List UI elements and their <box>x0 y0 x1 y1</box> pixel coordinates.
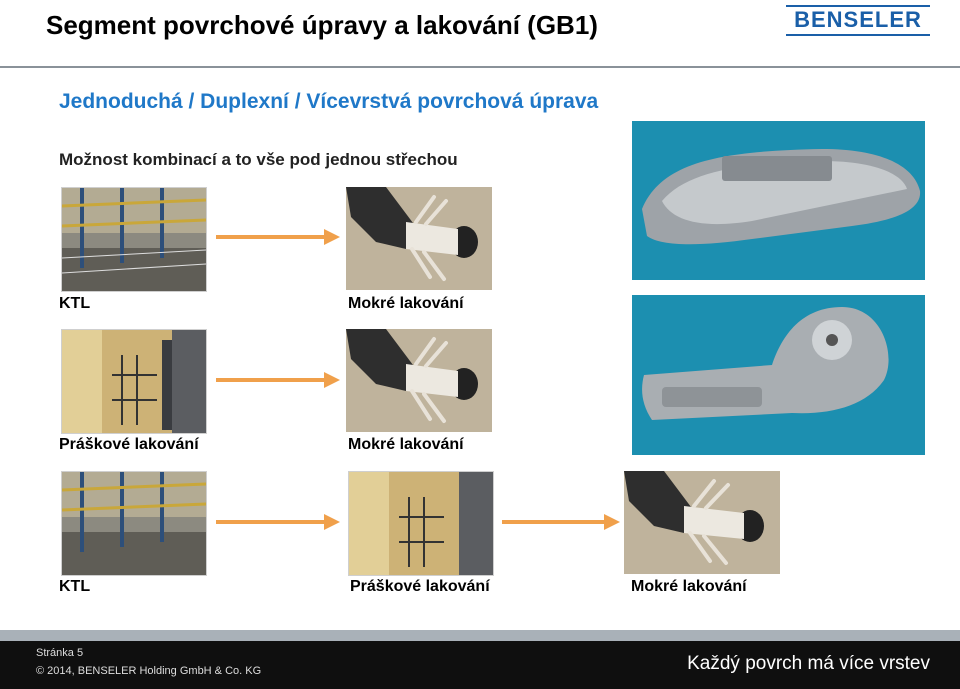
arrow-right-icon <box>502 513 620 531</box>
row3-label-1: KTL <box>59 578 91 595</box>
slide-subtitle: Jednoduchá / Duplexní / Vícevrstvá povrchová úprava <box>59 90 599 113</box>
powder-coating-photo <box>61 329 207 434</box>
wet-paint-photo <box>346 329 492 432</box>
row2-from-label: Práškové lakování <box>59 436 199 453</box>
powder-coating-photo <box>348 471 494 576</box>
row1-from-label: KTL <box>59 295 91 312</box>
row3-label-2: Práškové lakování <box>350 578 490 595</box>
ktl-photo <box>61 471 207 576</box>
wet-paint-photo <box>624 471 780 574</box>
row3-label-3: Mokré lakování <box>631 578 747 595</box>
car-part-hood-photo <box>632 121 925 280</box>
copyright: © 2014, BENSELER Holding GmbH & Co. KG <box>36 665 262 677</box>
car-part-bracket-photo <box>632 295 925 455</box>
logo-text: BENSELER <box>794 7 922 32</box>
row1-to-label: Mokré lakování <box>348 295 464 312</box>
ktl-photo <box>61 187 207 292</box>
slide-statement: Možnost kombinací a to vše pod jednou střechou <box>59 150 458 169</box>
arrow-right-icon <box>216 371 340 389</box>
logo-bottom-line <box>786 34 930 36</box>
row2-to-label: Mokré lakování <box>348 436 464 453</box>
page-number: Stránka 5 <box>36 647 84 659</box>
arrow-right-icon <box>216 228 340 246</box>
wet-paint-photo <box>346 187 492 290</box>
arrow-right-icon <box>216 513 340 531</box>
footer-divider <box>0 630 960 641</box>
benseler-logo <box>786 5 930 37</box>
header-divider <box>0 66 960 68</box>
footer-slogan: Každý povrch má více vrstev <box>687 653 930 674</box>
logo-top-line <box>786 5 930 7</box>
slide-title: Segment povrchové úpravy a lakování (GB1) <box>46 10 598 40</box>
